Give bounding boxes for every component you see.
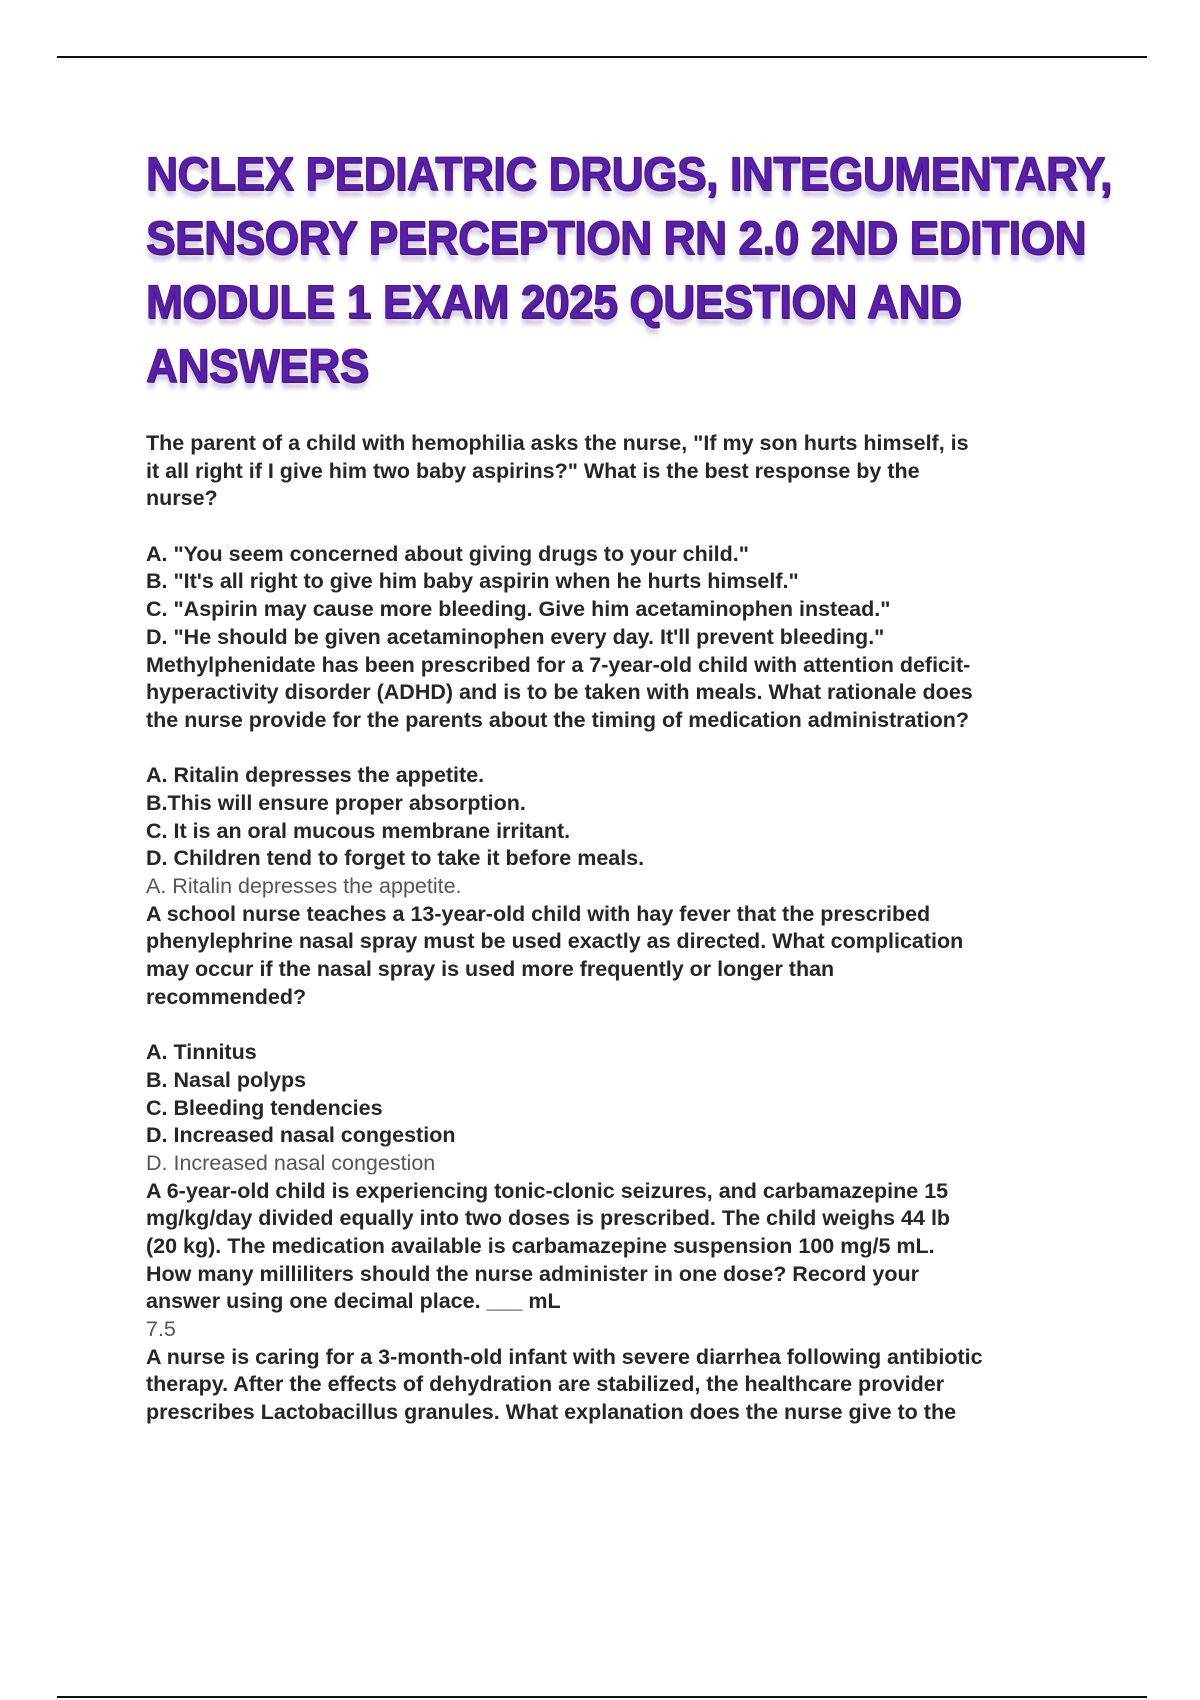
question-line: A nurse is caring for a 3-month-old infant with severe diarrhea following antibiotic [146,1344,983,1369]
document-body [146,430,1106,1427]
bottom-rule [57,1696,1147,1698]
question-line: A 6-year-old child is experiencing tonic-clonic seizures, and carbamazepine 15 [146,1178,949,1203]
question-line: D. Increased nasal congestion [146,1123,456,1148]
question-line: C. It is an oral mucous membrane irritant. [146,818,571,843]
question-line: A school nurse teaches a 13-year-old child with hay fever that the prescribed [146,901,931,926]
answer-line: D. Increased nasal congestion [146,1150,436,1175]
question-line: C. Bleeding tendencies [146,1095,383,1120]
question-line: A. "You seem concerned about giving drugs to your child." [146,541,749,566]
title-line: NCLEX PEDIATRIC DRUGS, INTEGUMENTARY, [146,148,1112,201]
question-line: A. Tinnitus [146,1040,257,1065]
question-line: (20 kg). The medication available is carbamazepine suspension 100 mg/5 mL. [146,1233,935,1258]
question-line: mg/kg/day divided equally into two doses is prescribed. The child weighs 44 lb [146,1206,951,1231]
question-line: B. Nasal polyps [146,1067,307,1092]
question-line: answer using one decimal place. ___ mL [146,1289,561,1314]
question-line: therapy. After the effects of dehydration are stabilized, the healthcare provider [146,1372,945,1397]
question-line: The parent of a child with hemophilia asks the nurse, "If my son hurts himself, is [146,431,969,455]
blank-line [146,735,1106,763]
question-line: A. Ritalin depresses the appetite. [146,763,485,788]
question-line: nurse? [146,486,218,511]
question-line: B. "It's all right to give him baby aspirin when he hurts himself." [146,569,799,594]
question-line: C. "Aspirin may cause more bleeding. Give him acetaminophen instead." [146,597,891,622]
question-line: D. Children tend to forget to take it before meals. [146,846,645,871]
answer-line: 7.5 [146,1317,176,1341]
title-line: ANSWERS [146,340,369,393]
title-line: SENSORY PERCEPTION RN 2.0 2ND EDITION [146,212,1086,265]
answer-line: A. Ritalin depresses the appetite. [146,874,462,898]
question-line: may occur if the nasal spray is used more frequently or longer than [146,957,835,982]
question-line: Methylphenidate has been prescribed for a 7-year-old child with attention deficit- [146,652,971,677]
question-line: recommended? [146,984,307,1009]
question-line: the nurse provide for the parents about the timing of medication administration? [146,707,970,732]
question-line: it all right if I give him two baby aspirins?" What is the best response by the [146,458,920,483]
question-line: How many milliliters should the nurse administer in one dose? Record your [146,1261,919,1286]
question-line: hyperactivity disorder (ADHD) and is to be taken with meals. What rationale does [146,680,973,705]
blank-line [146,513,1106,541]
question-line: prescribes Lactobacillus granules. What explanation does the nurse give to the [146,1400,957,1425]
title-line: MODULE 1 EXAM 2025 QUESTION AND [146,276,962,329]
question-line: phenylephrine nasal spray must be used exactly as directed. What complication [146,929,964,954]
top-rule [57,56,1147,58]
document-title [146,143,1126,399]
question-line: D. "He should be given acetaminophen every day. It'll prevent bleeding." [146,624,885,649]
blank-line [146,1011,1106,1039]
question-line: B.This will ensure proper absorption. [146,790,526,815]
